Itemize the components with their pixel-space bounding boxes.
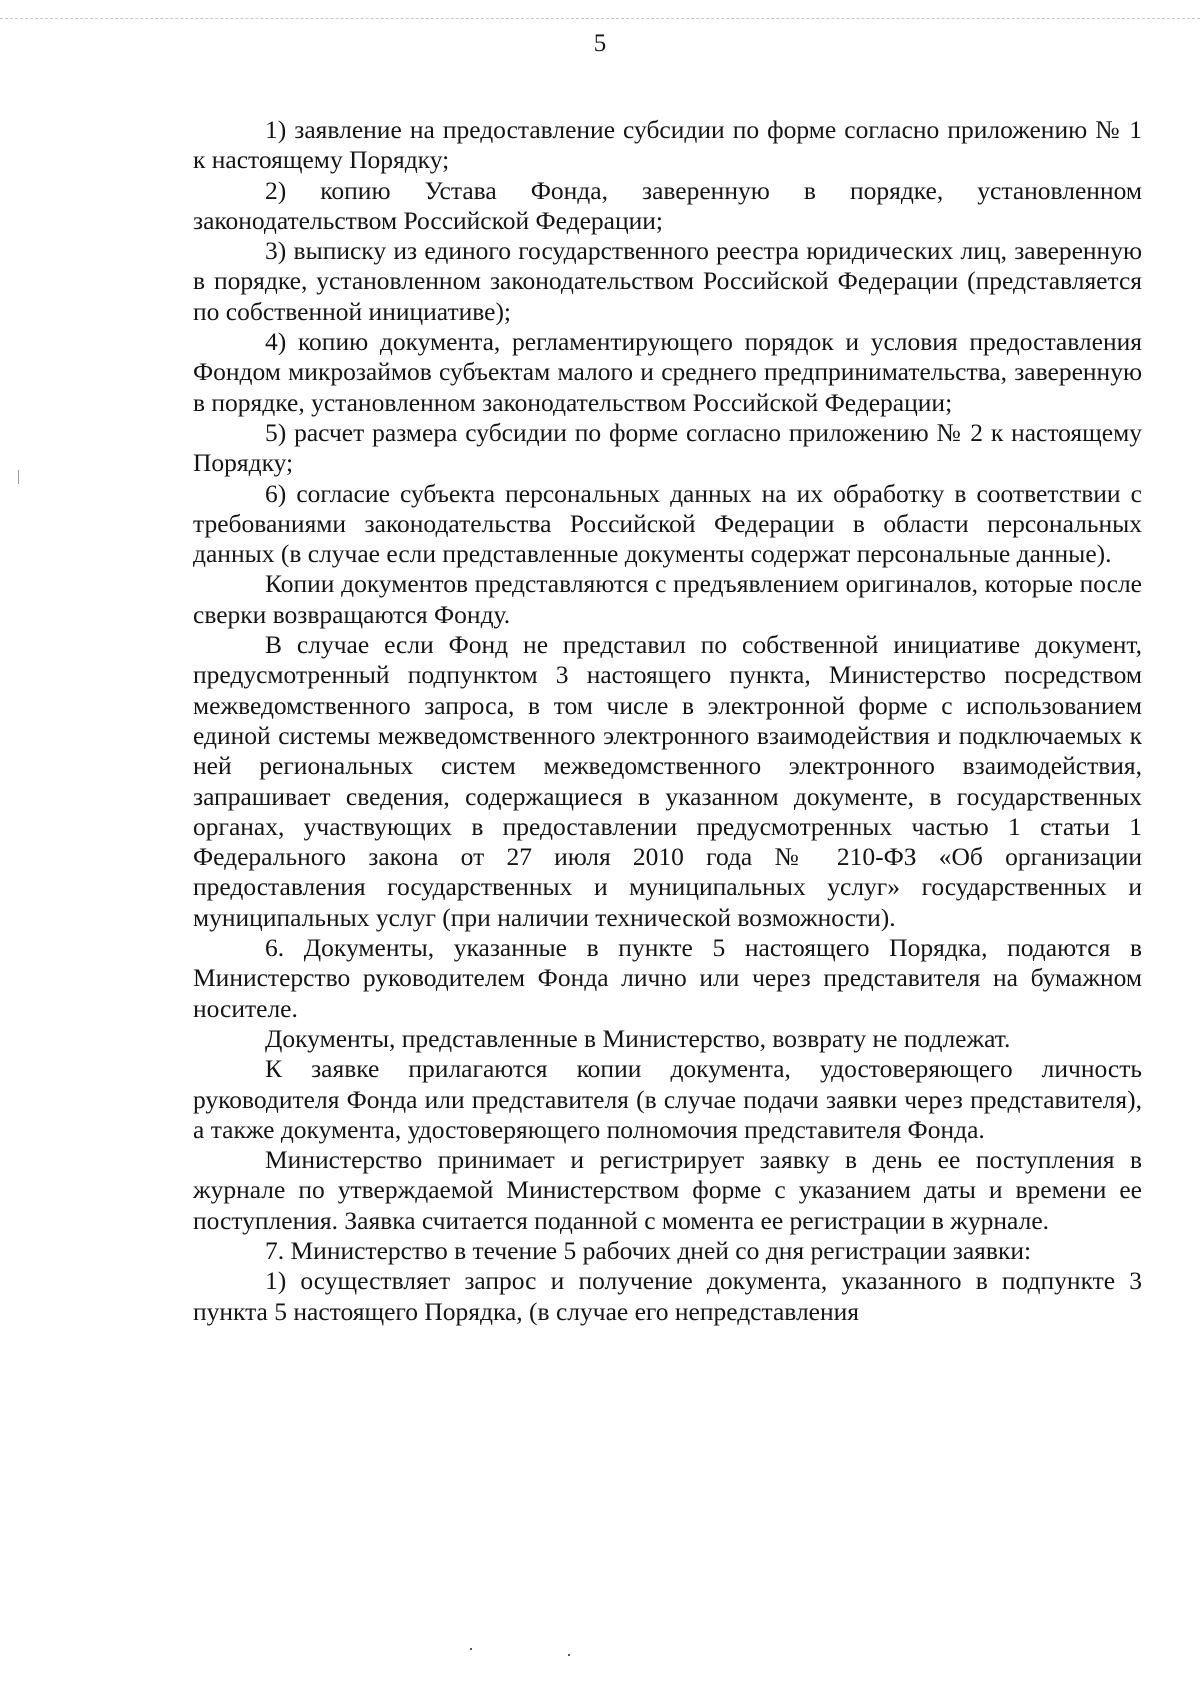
- paragraph-clause-6: 6. Документы, указанные в пункте 5 настоящего Порядка, подаются в Министерство руководителем Фонда лично или через представителя на бумажном носителе.: [193, 933, 1142, 1023]
- paragraph-item-2: 2) копию Устава Фонда, заверенную в порядке, установленном законодательством Российской Федерации;: [193, 175, 1142, 235]
- paragraph-item-6: 6) согласие субъекта персональных данных на их обработку в соответствии с требованиями законодательства Российской Федерации в области персональных данных (в случае если представленные документы содержат персональные данные).: [193, 478, 1142, 569]
- scan-speck: [568, 1654, 570, 1656]
- paragraph-item-3: 3) выписку из единого государственного реестра юридических лиц, заверенную в порядке, установленном законодательством Российской Федерации (представляется по собственной инициативе);: [193, 236, 1142, 326]
- paragraph-interagency-request: В случае если Фонд не представил по собственной инициативе документ, предусмотренный подпунктом 3 настоящего пункта, Министерство посредством межведомственного запроса, в том числе в электронной форме с использованием единой системы межведомственного электронного взаимодействия и подключаемых к ней региональных систем межведомственного электронного взаимодействия, запрашивает сведения, содержащиеся в указанном документе, в государственных органах, участвующих в предоставлении предусмотренных частью 1 статьи 1 Федерального закона от 27 июля 2010 года № 210-ФЗ «Об организации предоставления государственных и муниципальных услуг» государственных и муниципальных услуг (при наличии технической возможности).: [193, 630, 1142, 932]
- paragraph-item-4: 4) копию документа, регламентирующего порядок и условия предоставления Фондом микрозаймов субъектам малого и среднего предпринимательства, заверенную в порядке, установленном законодательством Российской Федерации;: [193, 327, 1142, 417]
- paragraph-copies: Копии документов представляются с предъявлением оригиналов, которые после сверки возвращаются Фонду.: [193, 569, 1142, 629]
- paragraph-registration: Министерство принимает и регистрирует заявку в день ее поступления в журнале по утверждаемой Министерством форме с указанием даты и времени ее поступления. Заявка считается поданной с момента ее регистрации в журнале.: [193, 1145, 1142, 1235]
- paragraph-item-1: 1) заявление на предоставление субсидии по форме согласно приложению № 1 к настоящему Порядку;: [193, 115, 1142, 175]
- scan-speck: [470, 1648, 472, 1650]
- page-number: 5: [593, 30, 607, 57]
- paragraph-item-5: 5) расчет размера субсидии по форме согласно приложению № 2 к настоящему Порядку;: [193, 417, 1142, 478]
- paragraph-no-return: Документы, представленные в Министерство, возврату не подлежат.: [265, 1023, 1011, 1053]
- document-body: [193, 115, 1142, 1327]
- paragraph-clause-7: 7. Министерство в течение 5 рабочих дней со дня регистрации заявки:: [265, 1235, 1032, 1265]
- scan-top-edge: [0, 18, 1200, 19]
- paragraph-clause-7-item-1: 1) осуществляет запрос и получение документа, указанного в подпункте 3 пункта 5 настоящего Порядка, (в случае его непредставления: [193, 1266, 1142, 1326]
- scan-left-mark: [18, 470, 19, 484]
- paragraph-attachments: К заявке прилагаются копии документа, удостоверяющего личность руководителя Фонда или представителя (в случае подачи заявки через представителя), а также документа, удостоверяющего полномочия представителя Фонда.: [193, 1054, 1142, 1144]
